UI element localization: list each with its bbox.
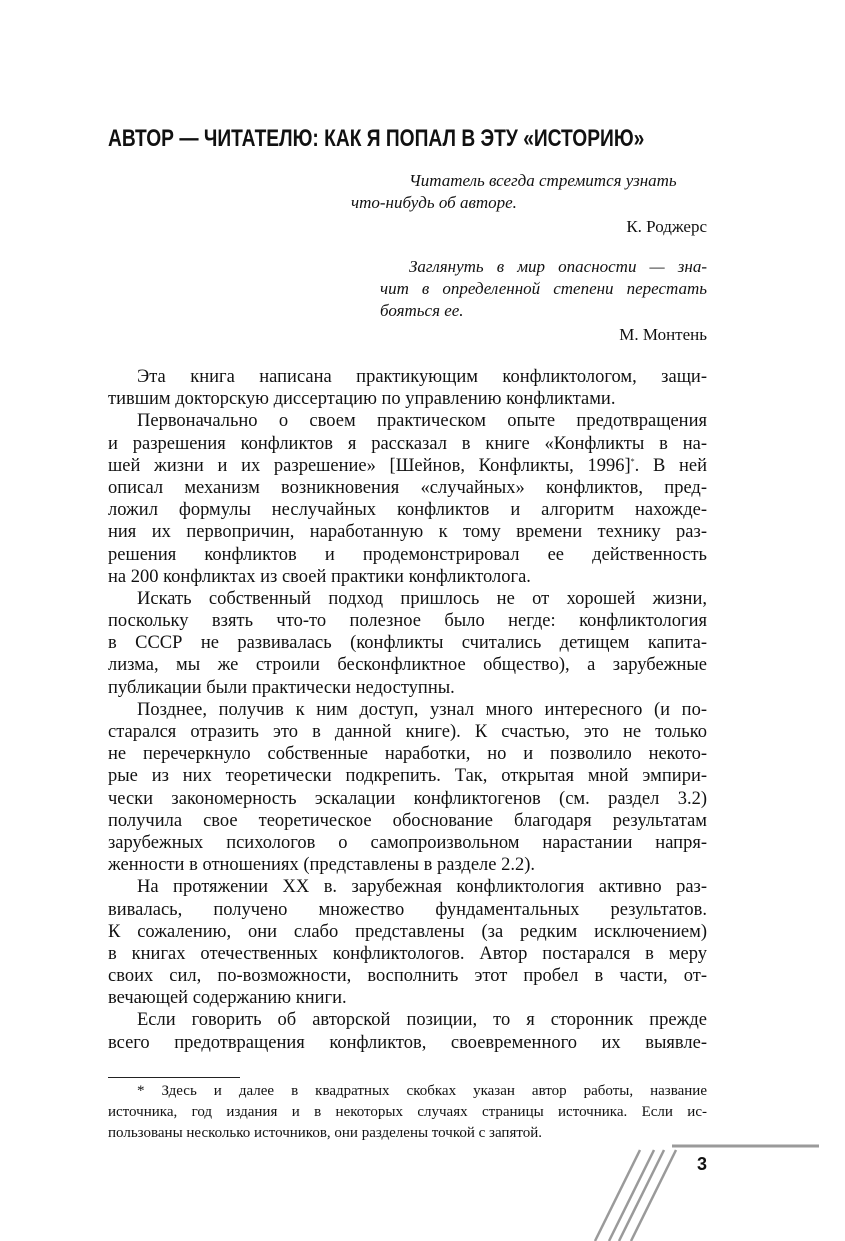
text-line: тившим докторскую диссертацию по управлению конфликтами. <box>108 389 616 410</box>
footnote-line: * Здесь и далее в квадратных скобках указан автор работы, название <box>137 1083 707 1099</box>
footnote-line: источника, год издания и в некоторых случаях страницы источника. Если ис- <box>108 1104 707 1120</box>
text-line: Искать собственный подход пришлось не от хорошей жизни, <box>137 588 707 609</box>
chapter-heading: АВТОР — ЧИТАТЕЛЮ: КАК Я ПОПАЛ В ЭТУ «ИСТОРИЮ» <box>108 125 645 152</box>
text-line: на 200 конфликтах из своей практики конфликтолога. <box>108 566 531 587</box>
text-line: всего предотвращения конфликтов, своевременного их выявле- <box>108 1032 707 1053</box>
text-line: решения конфликтов и продемонстрировал ее действенность <box>108 544 707 565</box>
epigraph-line: Читатель всегда стремится узнать <box>409 171 677 190</box>
text-line: в СССР не развивалась (конфликты считались детищем капита- <box>108 633 707 654</box>
text-line: Эта книга написана практикующим конфликтологом, защи- <box>137 367 707 387</box>
text-line: своих сил, по-возможности, восполнить этот пробел в части, от- <box>108 966 707 987</box>
text-line: не перечеркнуло собственные наработки, но и позволило некото- <box>108 744 707 765</box>
text-line: На протяжении XX в. зарубежная конфликтология активно раз- <box>137 877 707 898</box>
text-line: вивалась, получено множество фундаментальных результатов. <box>108 899 707 920</box>
footnote-marker: * <box>630 456 635 466</box>
text-fragment: шей жизни и их разрешение» [Шейнов, Конфликты, 1996] <box>108 455 631 476</box>
text-line: Позднее, получив к ним доступ, узнал много интересного (и по- <box>137 699 707 720</box>
text-line: Если говорить об авторской позиции, то я сторонник прежде <box>137 1010 707 1031</box>
footnote-line: пользованы несколько источников, они разделены точкой с запятой. <box>108 1125 542 1141</box>
text-line: получила свое теоретическое обоснование благодаря результатам <box>108 810 707 831</box>
text-line: женности в отношениях (представлены в разделе 2.2). <box>108 855 536 876</box>
text-line: ложил формулы неслучайных конфликтов и алгоритм нахожде- <box>108 500 707 521</box>
epigraph-line: бояться ее. <box>380 301 464 320</box>
text-line: зарубежных психологов о самопроизвольном нарастании напря- <box>108 832 707 853</box>
text-line: К сожалению, они слабо представлены (за редким исключением) <box>108 921 707 942</box>
text-line: лизма, мы же строили бесконфликтное общество), а зарубежные <box>108 655 707 676</box>
epigraph-author: М. Монтень <box>619 325 707 344</box>
text-line: рые из них теоретически подкрепить. Так, открытая мной эмпири- <box>108 766 707 787</box>
epigraph-line: что-нибудь об авторе. <box>351 193 517 212</box>
text-line: в книгах отечественных конфликтологов. Автор постарался в меру <box>108 943 707 964</box>
epigraph-author: К. Роджерс <box>626 217 707 236</box>
text-line: ния их первопричин, наработанную к тому времени технику раз- <box>108 522 707 543</box>
text-line: поскольку взять что-то полезное было негде: конфликтология <box>108 611 707 632</box>
text-fragment: . В ней <box>634 455 707 476</box>
text-line: и разрешения конфликтов я рассказал в книге «Конфликты в на- <box>108 433 707 454</box>
epigraph-line: чит в определенной степени перестать <box>380 279 707 298</box>
text-line: описал механизм возникновения «случайных» конфликтов, пред- <box>108 477 707 498</box>
page-number: 3 <box>696 1154 707 1174</box>
text-line: вечающей содержанию книги. <box>108 988 347 1009</box>
epigraph-line: Заглянуть в мир опасности — зна- <box>409 257 707 276</box>
text-line: старался отразить это в данной книге). К счастью, это не только <box>108 722 707 742</box>
text-line: Первоначально о своем практическом опыте предотвращения <box>137 411 707 432</box>
text-line: публикации были практически недоступны. <box>108 677 455 698</box>
text-line: чески закономерность эскалации конфликтогенов (см. раздел 3.2) <box>108 788 707 809</box>
